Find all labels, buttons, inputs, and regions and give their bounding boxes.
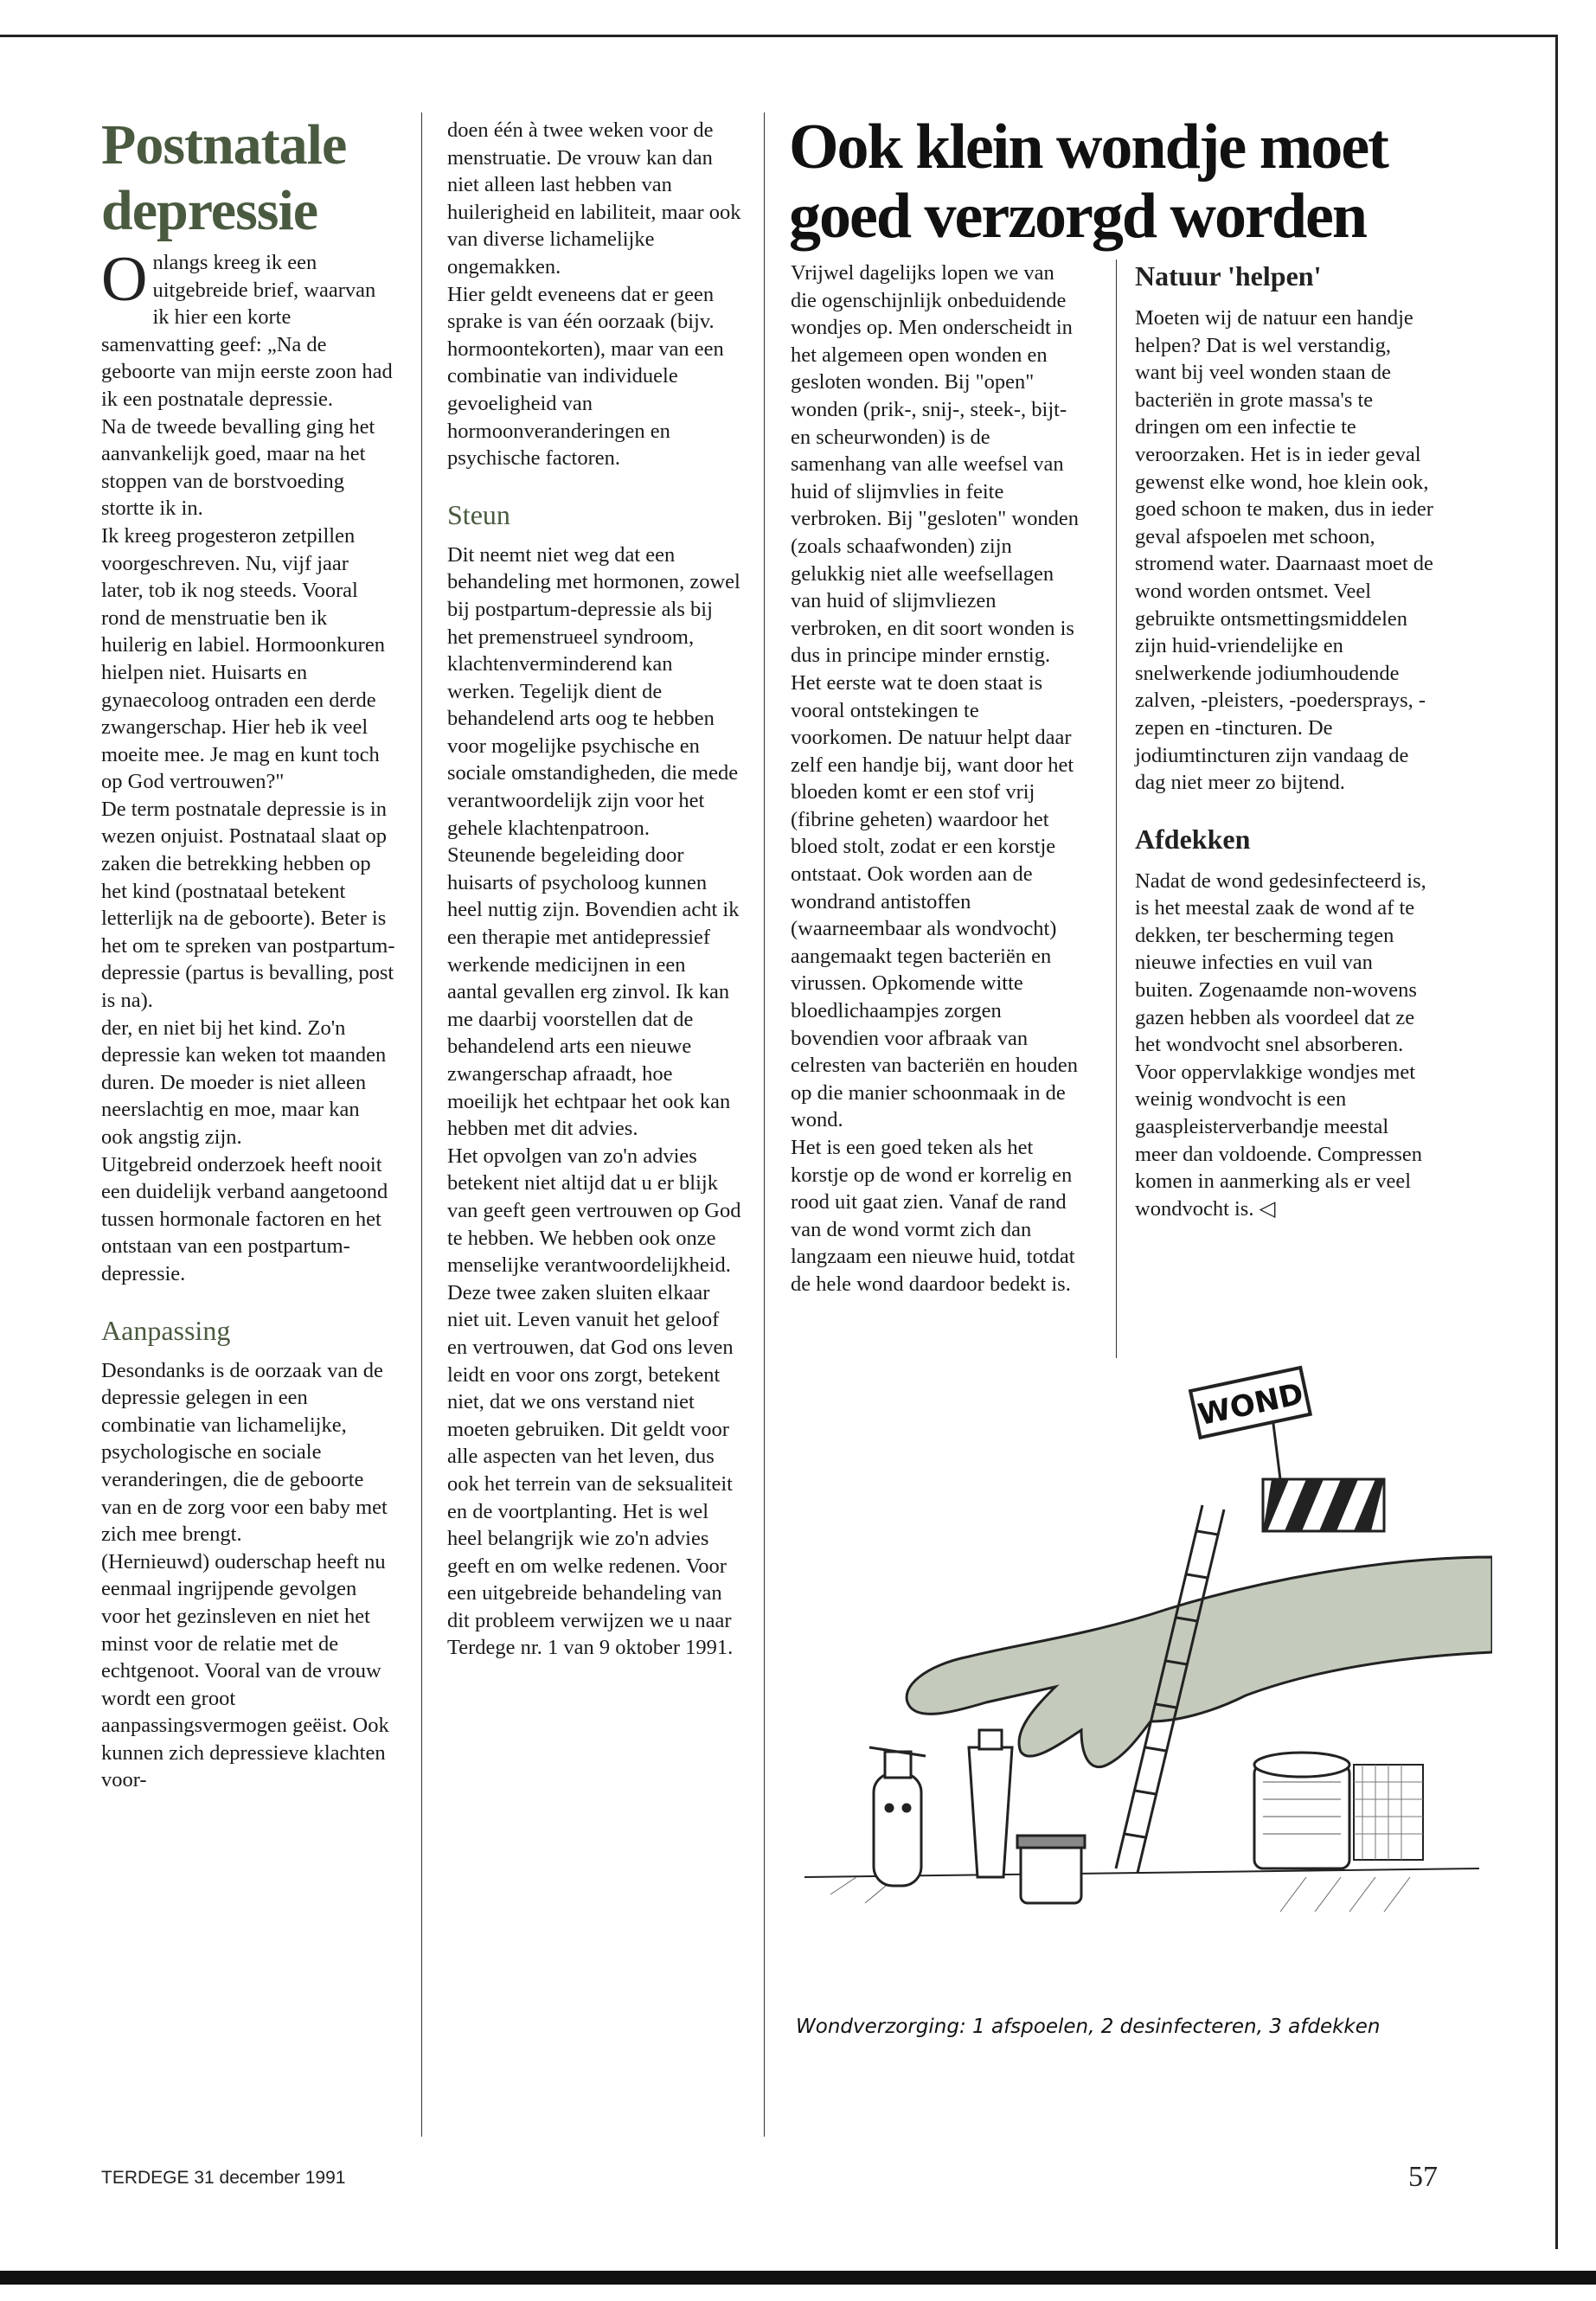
- right-title-line2: goed verzorgd worden: [789, 181, 1366, 252]
- paragraph: Nadat de wond gedesinfecteerd is, is het meestal zaak de wond af te dekken, ter bescherming tegen nieuwe infecties en vuil van buiten. Zogenaamde non-wovens gazen hebben als voordeel dat ze het wondvocht snel absorberen. Voor oppervlakkige wondjes met weinig wondvocht is een gaaspleisterverbandje meestal meer dan voldoende. Compressen komen in aanmerking als er veel wondvocht is. ◁: [1135, 868, 1426, 1221]
- paragraph: Dit neemt niet weg dat een behandeling met hormonen, zowel bij postpartum-depressie als bij het premenstrueel syndroom, klachtenverminderend kan werken. Tegelijk dient de behandelend arts oog te hebben voor mogelijke psychische en sociale omstandigheden, die mede verantwoordelijk zijn voor het gehele klachtenpatroon.: [447, 542, 740, 840]
- subheading-aanpassing: Aanpassing: [101, 1314, 231, 1346]
- column-4: [1135, 260, 1433, 1222]
- paragraph: Hier geldt eveneens dat er geen sprake is van één oorzaak (bijv. hormoontekorten), maar van een combinatie van individuele gevoeligheid van hormoonveranderingen en psychische factoren.: [447, 282, 724, 471]
- left-article-title: [101, 112, 395, 244]
- gauze-box: [1354, 1765, 1423, 1860]
- drop-cap: O: [101, 244, 148, 315]
- paragraph: Moeten wij de natuur een handje helpen? Dat is wel verstandig, want bij veel wonden staan de bacteriën in grote massa's te dringen om een infectie te veroorzaken. Het is in ieder geval gewenst elke wond, hoe klein ook, goed schoon te maken, dus in ieder geval afspoelen met schoon, stromend water. Daarnaast moet de wond worden ontsmet. Veel gebruikte ontsmettingsmiddelen zijn huid-vriendelijke en snelwerkende jodiumhoudende zalven, -pleisters, -poedersprays, -zepen en -tincturen. De jodiumtincturen zijn vandaag de dag niet meer zo bijtend.: [1135, 306, 1433, 795]
- bottle-character: [869, 1747, 926, 1886]
- paragraph: doen één à twee weken voor de menstruatie. De vrouw kan dan niet alleen last hebben van huilerigheid en labiliteit, maar ook van diverse lichamelijke ongemakken.: [447, 119, 741, 279]
- left-title-line1: Postnatale: [101, 113, 347, 176]
- left-title-line2: depressie: [101, 179, 318, 242]
- right-article-title: [789, 112, 1446, 251]
- paragraph: De term postnatale depressie is in wezen onjuist. Postnataal slaat op zaken die betrekking hebben op het kind (postnataal betekent letterlijk na de geboorte). Beter is het om te spreken van postpartum-depressie (partus is bevalling, post is na).: [101, 797, 395, 1013]
- paragraph: Ik kreeg progesteron zetpillen voorgeschreven. Nu, vijf jaar later, tob ik nog steeds. Vooral rond de menstruatie ben ik huilerig en labiel. Hormoonkuren hielpen niet. Huisarts en gynaecoloog ontraden een derde zwangerschap. Hier heb ik veel moeite mee. Je mag en kunt toch op God vertrouwen?": [101, 523, 385, 794]
- column-rule-2: [764, 112, 765, 2137]
- paragraph: Het is een goed teken als het korstje op de wond er korrelig en rood uit gaat zien. Vanaf de rand van de wond vormt zich dan langzaam een nieuwe huid, totdat de hele wond daardoor bedekt is.: [791, 1136, 1075, 1296]
- paragraph: (Hernieuwd) ouderschap heeft nu eenmaal ingrijpende gevolgen voor het gezinsleven en niet het minst voor de relatie met de echtgenoot. Vooral van de vrouw wordt een groot aanpassingsvermogen geëist. Ook kunnen zich depressieve klachten voor-: [101, 1549, 389, 1792]
- paragraph: Desondanks is de oorzaak van de depressie gelegen in een combinatie van lichamelijke, psychologische en sociale veranderingen, die de geboorte van en de zorg voor een baby met zich mee brengt.: [101, 1358, 388, 1547]
- tube-character: [969, 1730, 1012, 1877]
- ground-hatching: [830, 1877, 1410, 1912]
- paragraph: Uitgebreid onderzoek heeft nooit een duidelijk verband aangetoond tussen hormonale factoren en het ontstaan van een postpartum-depressie.: [101, 1152, 388, 1285]
- page-number: 57: [1408, 2161, 1438, 2193]
- column-3: [791, 260, 1085, 1298]
- paragraph: nlangs kreeg ik een uitgebreide brief, waarvan ik hier een korte samenvatting geef: „Na de geboorte van mijn eerste zoon had ik een postnatale depressie.: [101, 251, 393, 411]
- paragraph: Na de tweede bevalling ging het aanvankelijk goed, maar na het stoppen van de borstvoeding stortte ik in.: [101, 414, 375, 521]
- right-title-line1: Ook klein wondje moet: [789, 112, 1388, 183]
- page-edge-top: [0, 35, 1557, 37]
- page-edge-right: [1555, 35, 1558, 2249]
- subheading-afdekken: Afdekken: [1135, 823, 1251, 855]
- jar-character: [1017, 1836, 1085, 1903]
- illustration-caption: Wondverzorging: 1 afspoelen, 2 desinfecteren, 3 afdekken: [796, 2016, 1381, 2038]
- subheading-steun: Steun: [447, 498, 510, 530]
- sign-text: WOND: [1195, 1376, 1307, 1433]
- bandage-roll-character: [1254, 1753, 1349, 1868]
- paragraph: Het opvolgen van zo'n advies betekent niet altijd dat u er blijk van geeft geen vertrouwen op God te hebben. We hebben ook onze menselijke verantwoordelijkheid. Deze twee zaken sluiten elkaar niet uit. Leven vanuit het geloof en vertrouwen, dat God ons leven leidt en voor ons zorgt, betekent niet, dat we ons verstand niet moeten gebruiken. Dit geldt voor alle aspecten van het leven, dus ook het terrein van de seksualiteit en de voortplanting. Het is wel heel belangrijk wie zo'n advies geeft en om welke redenen. Voor een uitgebreide behandeling van dit probleem verwijzen we u naar Terdege nr. 1 van 9 oktober 1991.: [447, 1144, 741, 1660]
- column-rule-3: [1116, 260, 1117, 1358]
- wound-care-illustration: [796, 1358, 1492, 1977]
- column-1: [101, 112, 395, 1794]
- paragraph: Steunende begeleiding door huisarts of psycholoog kunnen heel nuttig zijn. Bovendien acht ik een therapie met antidepressief werkende medicijnen in een aantal gevallen erg zinvol. Ik kan me daarbij voorstellen dat de behandelend arts een nieuwe zwangerschap afraadt, hoe moeilijk het echtpaar het ook kan hebben met dit advies.: [447, 843, 740, 1141]
- column-rule-1: [421, 112, 422, 2137]
- paragraph: Het eerste wat te doen staat is vooral ontstekingen te voorkomen. De natuur helpt daar zelf een handje bij, want door het bloeden komt er een stof vrij (fibrine geheten) waardoor het bloed stolt, zodat er een korstje ontstaat. Ook worden aan de wondrand antistoffen (waarneembaar als wondvocht) aangemaakt tegen bacteriën en virussen. Opkomende witte bloedlichaampjes zorgen bovendien voor afbraak van celresten van bacteriën en houden op die manier schoonmaak in de wond.: [791, 670, 1078, 1132]
- subheading-natuur-helpen: Natuur 'helpen': [1135, 260, 1322, 292]
- column-2: [447, 117, 741, 1662]
- footer-issue: TERDEGE 31 december 1991: [101, 2168, 346, 2188]
- paragraph: der, en niet bij het kind. Zo'n depressie kan weken tot maanden duren. De moeder is niet alleen neerslachtig en moe, maar kan ook angstig zijn.: [101, 1016, 387, 1149]
- paragraph: Vrijwel dagelijks lopen we van die ogenschijnlijk onbeduidende wondjes op. Men onderscheidt in het algemeen open wonden en gesloten wonden. Bij "open" wonden (prik-, snij-, steek-, bijt- en scheurwonden) is de samenhang van alle weefsel van huid of slijmvlies in feite verbroken. Bij "gesloten" wonden (zoals schaafwonden) zijn gelukkig niet alle weefsellagen van huid of slijmvliezen verbroken, en dit soort wonden is dus in principe minder ernstig.: [791, 261, 1079, 668]
- page-edge-bottom: [0, 2271, 1596, 2285]
- wond-sign: [1190, 1368, 1311, 1438]
